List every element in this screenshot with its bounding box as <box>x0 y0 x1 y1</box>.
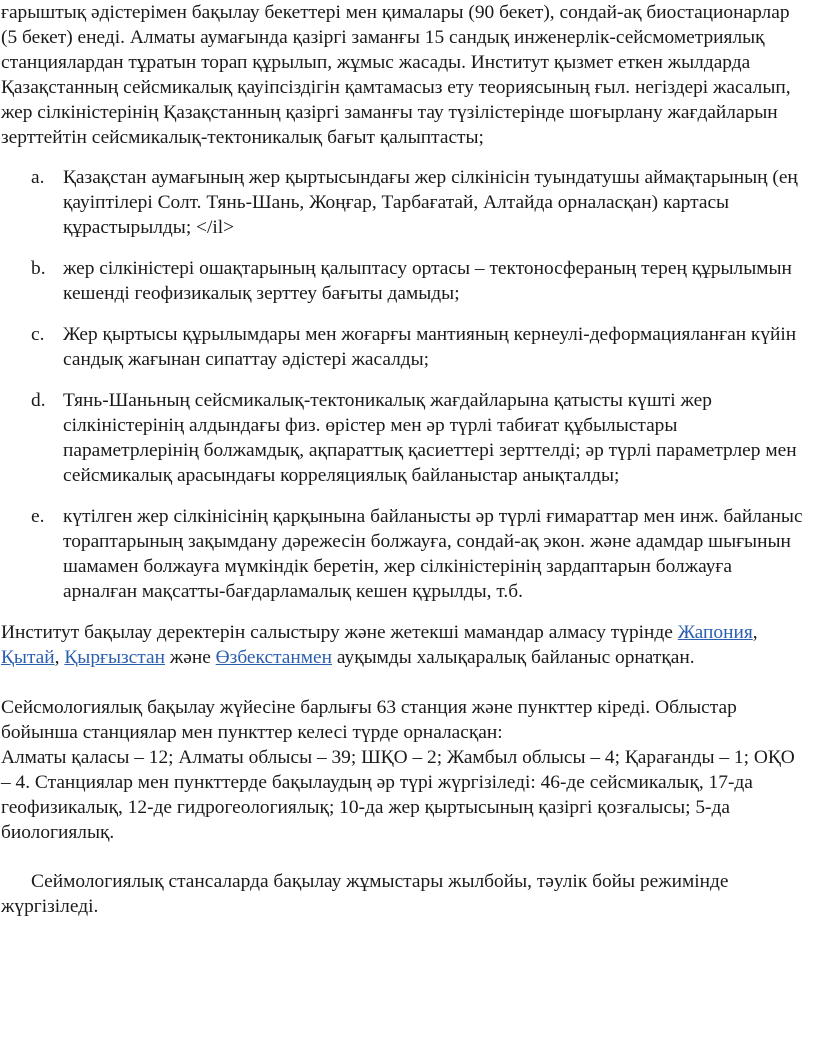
list-item <box>1 322 807 372</box>
list-item-text: Қазақстан аумағының жер қыртысындағы жер сілкінісін туындатушы аймақтарының (ең қауіптілері Солт. Тянь-Шань, Жоңғар, Тарбағатай, Алтайда орналасқан) картасы құрастырылды; </il> <box>63 167 798 238</box>
list-item-text: Тянь-Шаньның сейсмикалық-тектоникалық жағдайларына қатысты күшті жер сілкіністерінің алдындағы физ. өрістер мен әр түрлі табиғат құбылыстары параметрлерінің болжамдық, ақпараттық қасиеттері зерттелді; әр түрлі параметрлер мен сейсмикалық арасындағы корреляциялық байланыстар анықталды; <box>63 390 797 486</box>
separator: , <box>752 622 758 643</box>
stations-paragraph: Сейсмологиялық бақылау жүйесіне барлығы 63 станция және пункттер кіреді. Облыстар бойынша станциялар мен пункттер келесі түрде орналасқан: <box>1 697 737 743</box>
closing-paragraph: Сеймологиялық стансаларда бақылау жұмыстары жылбойы, тәулік бойы режимінде жүргізіледі. <box>1 871 729 917</box>
list-item-text: жер сілкіністері ошақтарының қалыптасу ортасы – тектоносфераның терең құрылымын кешенді геофизикалық зерттеу бағыты дамыды; <box>63 258 792 304</box>
link-kyrgyzstan[interactable]: Қырғызстан <box>64 647 165 668</box>
list-marker: e. <box>31 506 45 527</box>
list-item-text: Жер қыртысы құрылымдары мен жоғарғы мантияның кернеулі-деформацияланған күйін сандық жағынан сипаттау әдістері жасалды; <box>63 324 797 370</box>
list-item-text: күтілген жер сілкінісінің қарқынына байланысты әр түрлі ғимараттар мен инж. байланыс тораптарының зақымдану дәрежесін болжауға, сондай-ақ экон. және адамдар шығынын шамамен болжауға мүмкіндік беретін, жер сілкіністерінің зардаптарын болжауға арналған мақсатты-бағдарламалық кешен құрылды, т.б. <box>63 506 803 602</box>
link-china[interactable]: Қытай <box>1 647 55 668</box>
list-marker: c. <box>31 324 45 345</box>
cooperation-paragraph <box>1 620 807 670</box>
separator: , <box>54 647 65 668</box>
list-item <box>1 504 807 604</box>
cooperation-text-start: Институт бақылау деректерін салыстыру және жетекші мамандар алмасу түрінде <box>1 622 678 643</box>
achievements-list <box>1 165 807 604</box>
link-uzbekistan[interactable]: Өзбекстанмен <box>215 647 333 668</box>
separator: және <box>164 647 216 668</box>
list-item <box>1 256 807 306</box>
list-item <box>1 388 807 488</box>
stations-distribution-paragraph: Алматы қаласы – 12; Алматы облысы – 39; ШҚО – 2; Жамбыл облысы – 4; Қарағанды – 1; ОҚО – 4. Станциялар мен пункттерде бақылаудың әр түрі жүргізіледі: 46-де сейсмикалық, 17-да геофизикалық, 12-де гидрогеологиялық; 10-да жер қыртысының қазіргі қозғалысы; 5-да биологиялық. <box>1 747 795 843</box>
cooperation-text-end: ауқымды халықаралық байланыс орнатқан. <box>332 647 695 668</box>
list-marker: d. <box>31 390 46 411</box>
intro-paragraph: ғарыштық әдістерімен бақылау бекеттері мен қималары (90 бекет), сондай-ақ биостационарлар (5 бекет) енеді. Алматы аумағында қазіргі заманғы 15 сандық инженерлік-сейсмометриялық станциялардан тұратын торап құрылып, жұмыс жасады. Институт қызмет еткен жылдарда Қазақстанның сейсмикалық қауіпсіздігін қамтамасыз ету теориясының ғыл. негіздері жасалып, жер сілкіністерінің Қазақстанның қазіргі заманғы тау түзілістерінде шоғырлану жағдайларын зерттейтін сейсмикалық-тектоникалық бағыт қалыптасты; <box>1 2 791 148</box>
list-marker: a. <box>31 167 45 188</box>
list-marker: b. <box>31 258 46 279</box>
link-japan[interactable]: Жапония <box>677 622 753 643</box>
list-item <box>1 165 807 240</box>
